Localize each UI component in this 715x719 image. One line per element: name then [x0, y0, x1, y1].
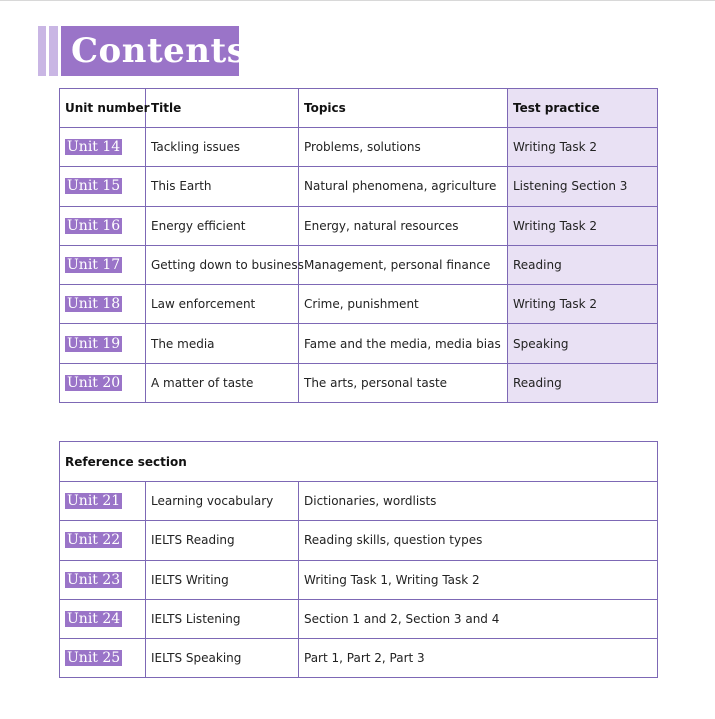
- table-row: [60, 482, 658, 521]
- header-title: Title: [146, 89, 299, 128]
- heading-stripe-2: [49, 26, 58, 76]
- table-row: [60, 599, 658, 638]
- unit-topics-cell: Writing Task 1, Writing Task 2: [299, 560, 658, 599]
- unit-number-cell: [60, 639, 146, 678]
- test-practice-cell: Writing Task 2: [508, 128, 658, 167]
- test-practice-cell: Reading: [508, 363, 658, 402]
- units-table: [59, 88, 658, 403]
- table-row: [60, 206, 658, 245]
- test-practice-cell: Reading: [508, 245, 658, 284]
- test-practice-cell: Writing Task 2: [508, 285, 658, 324]
- unit-label: Unit 14: [67, 139, 121, 156]
- unit-label: Unit 24: [67, 611, 121, 628]
- unit-number-cell: [60, 363, 146, 402]
- unit-label: Unit 20: [67, 374, 121, 391]
- page-title: Contents: [61, 26, 239, 76]
- unit-title-cell: A matter of taste: [146, 363, 299, 402]
- unit-title-cell: IELTS Listening: [146, 599, 299, 638]
- unit-number-cell: [60, 599, 146, 638]
- table-row: [60, 521, 658, 560]
- unit-title-cell: The media: [146, 324, 299, 363]
- unit-number-cell: [60, 167, 146, 206]
- table-row: [60, 245, 658, 284]
- unit-title-cell: Law enforcement: [146, 285, 299, 324]
- unit-number-cell: [60, 560, 146, 599]
- table-header-row: [60, 89, 658, 128]
- unit-number-cell: [60, 206, 146, 245]
- unit-number-cell: [60, 521, 146, 560]
- unit-number-cell: [60, 324, 146, 363]
- unit-label: Unit 18: [67, 296, 121, 313]
- unit-title-cell: This Earth: [146, 167, 299, 206]
- table-row: [60, 167, 658, 206]
- header-topics: Topics: [299, 89, 508, 128]
- test-practice-cell: Listening Section 3: [508, 167, 658, 206]
- unit-label: Unit 21: [67, 493, 121, 510]
- header-unit-number: Unit number: [60, 89, 146, 128]
- reference-table: [59, 441, 658, 678]
- unit-topics-cell: Section 1 and 2, Section 3 and 4: [299, 599, 658, 638]
- unit-label: Unit 16: [67, 217, 121, 234]
- unit-label: Unit 15: [67, 178, 121, 195]
- test-practice-cell: Speaking: [508, 324, 658, 363]
- unit-topics-cell: Management, personal finance: [299, 245, 508, 284]
- unit-topics-cell: Dictionaries, wordlists: [299, 482, 658, 521]
- unit-topics-cell: The arts, personal taste: [299, 363, 508, 402]
- unit-topics-cell: Natural phenomena, agriculture: [299, 167, 508, 206]
- unit-label: Unit 25: [67, 650, 121, 667]
- top-rule: [0, 0, 715, 1]
- unit-topics-cell: Energy, natural resources: [299, 206, 508, 245]
- unit-title-cell: Getting down to business: [146, 245, 299, 284]
- unit-label: Unit 17: [67, 257, 121, 274]
- test-practice-cell: Writing Task 2: [508, 206, 658, 245]
- unit-title-cell: IELTS Speaking: [146, 639, 299, 678]
- table-row: [60, 128, 658, 167]
- unit-number-cell: [60, 285, 146, 324]
- heading-stripe-1: [38, 26, 46, 76]
- table-row: [60, 639, 658, 678]
- unit-title-cell: Learning vocabulary: [146, 482, 299, 521]
- table-row: [60, 560, 658, 599]
- unit-topics-cell: Crime, punishment: [299, 285, 508, 324]
- unit-topics-cell: Reading skills, question types: [299, 521, 658, 560]
- unit-topics-cell: Part 1, Part 2, Part 3: [299, 639, 658, 678]
- table-row: [60, 285, 658, 324]
- unit-number-cell: [60, 128, 146, 167]
- unit-label: Unit 23: [67, 571, 121, 588]
- table-row: [60, 324, 658, 363]
- reference-section-heading: Reference section: [60, 442, 658, 482]
- unit-topics-cell: Fame and the media, media bias: [299, 324, 508, 363]
- header-test-practice: Test practice: [508, 89, 658, 128]
- unit-label: Unit 22: [67, 532, 121, 549]
- table-row: [60, 363, 658, 402]
- unit-number-cell: [60, 482, 146, 521]
- unit-title-cell: IELTS Writing: [146, 560, 299, 599]
- unit-label: Unit 19: [67, 335, 121, 352]
- unit-title-cell: IELTS Reading: [146, 521, 299, 560]
- unit-title-cell: Energy efficient: [146, 206, 299, 245]
- reference-header-row: [60, 442, 658, 482]
- unit-title-cell: Tackling issues: [146, 128, 299, 167]
- unit-number-cell: [60, 245, 146, 284]
- unit-topics-cell: Problems, solutions: [299, 128, 508, 167]
